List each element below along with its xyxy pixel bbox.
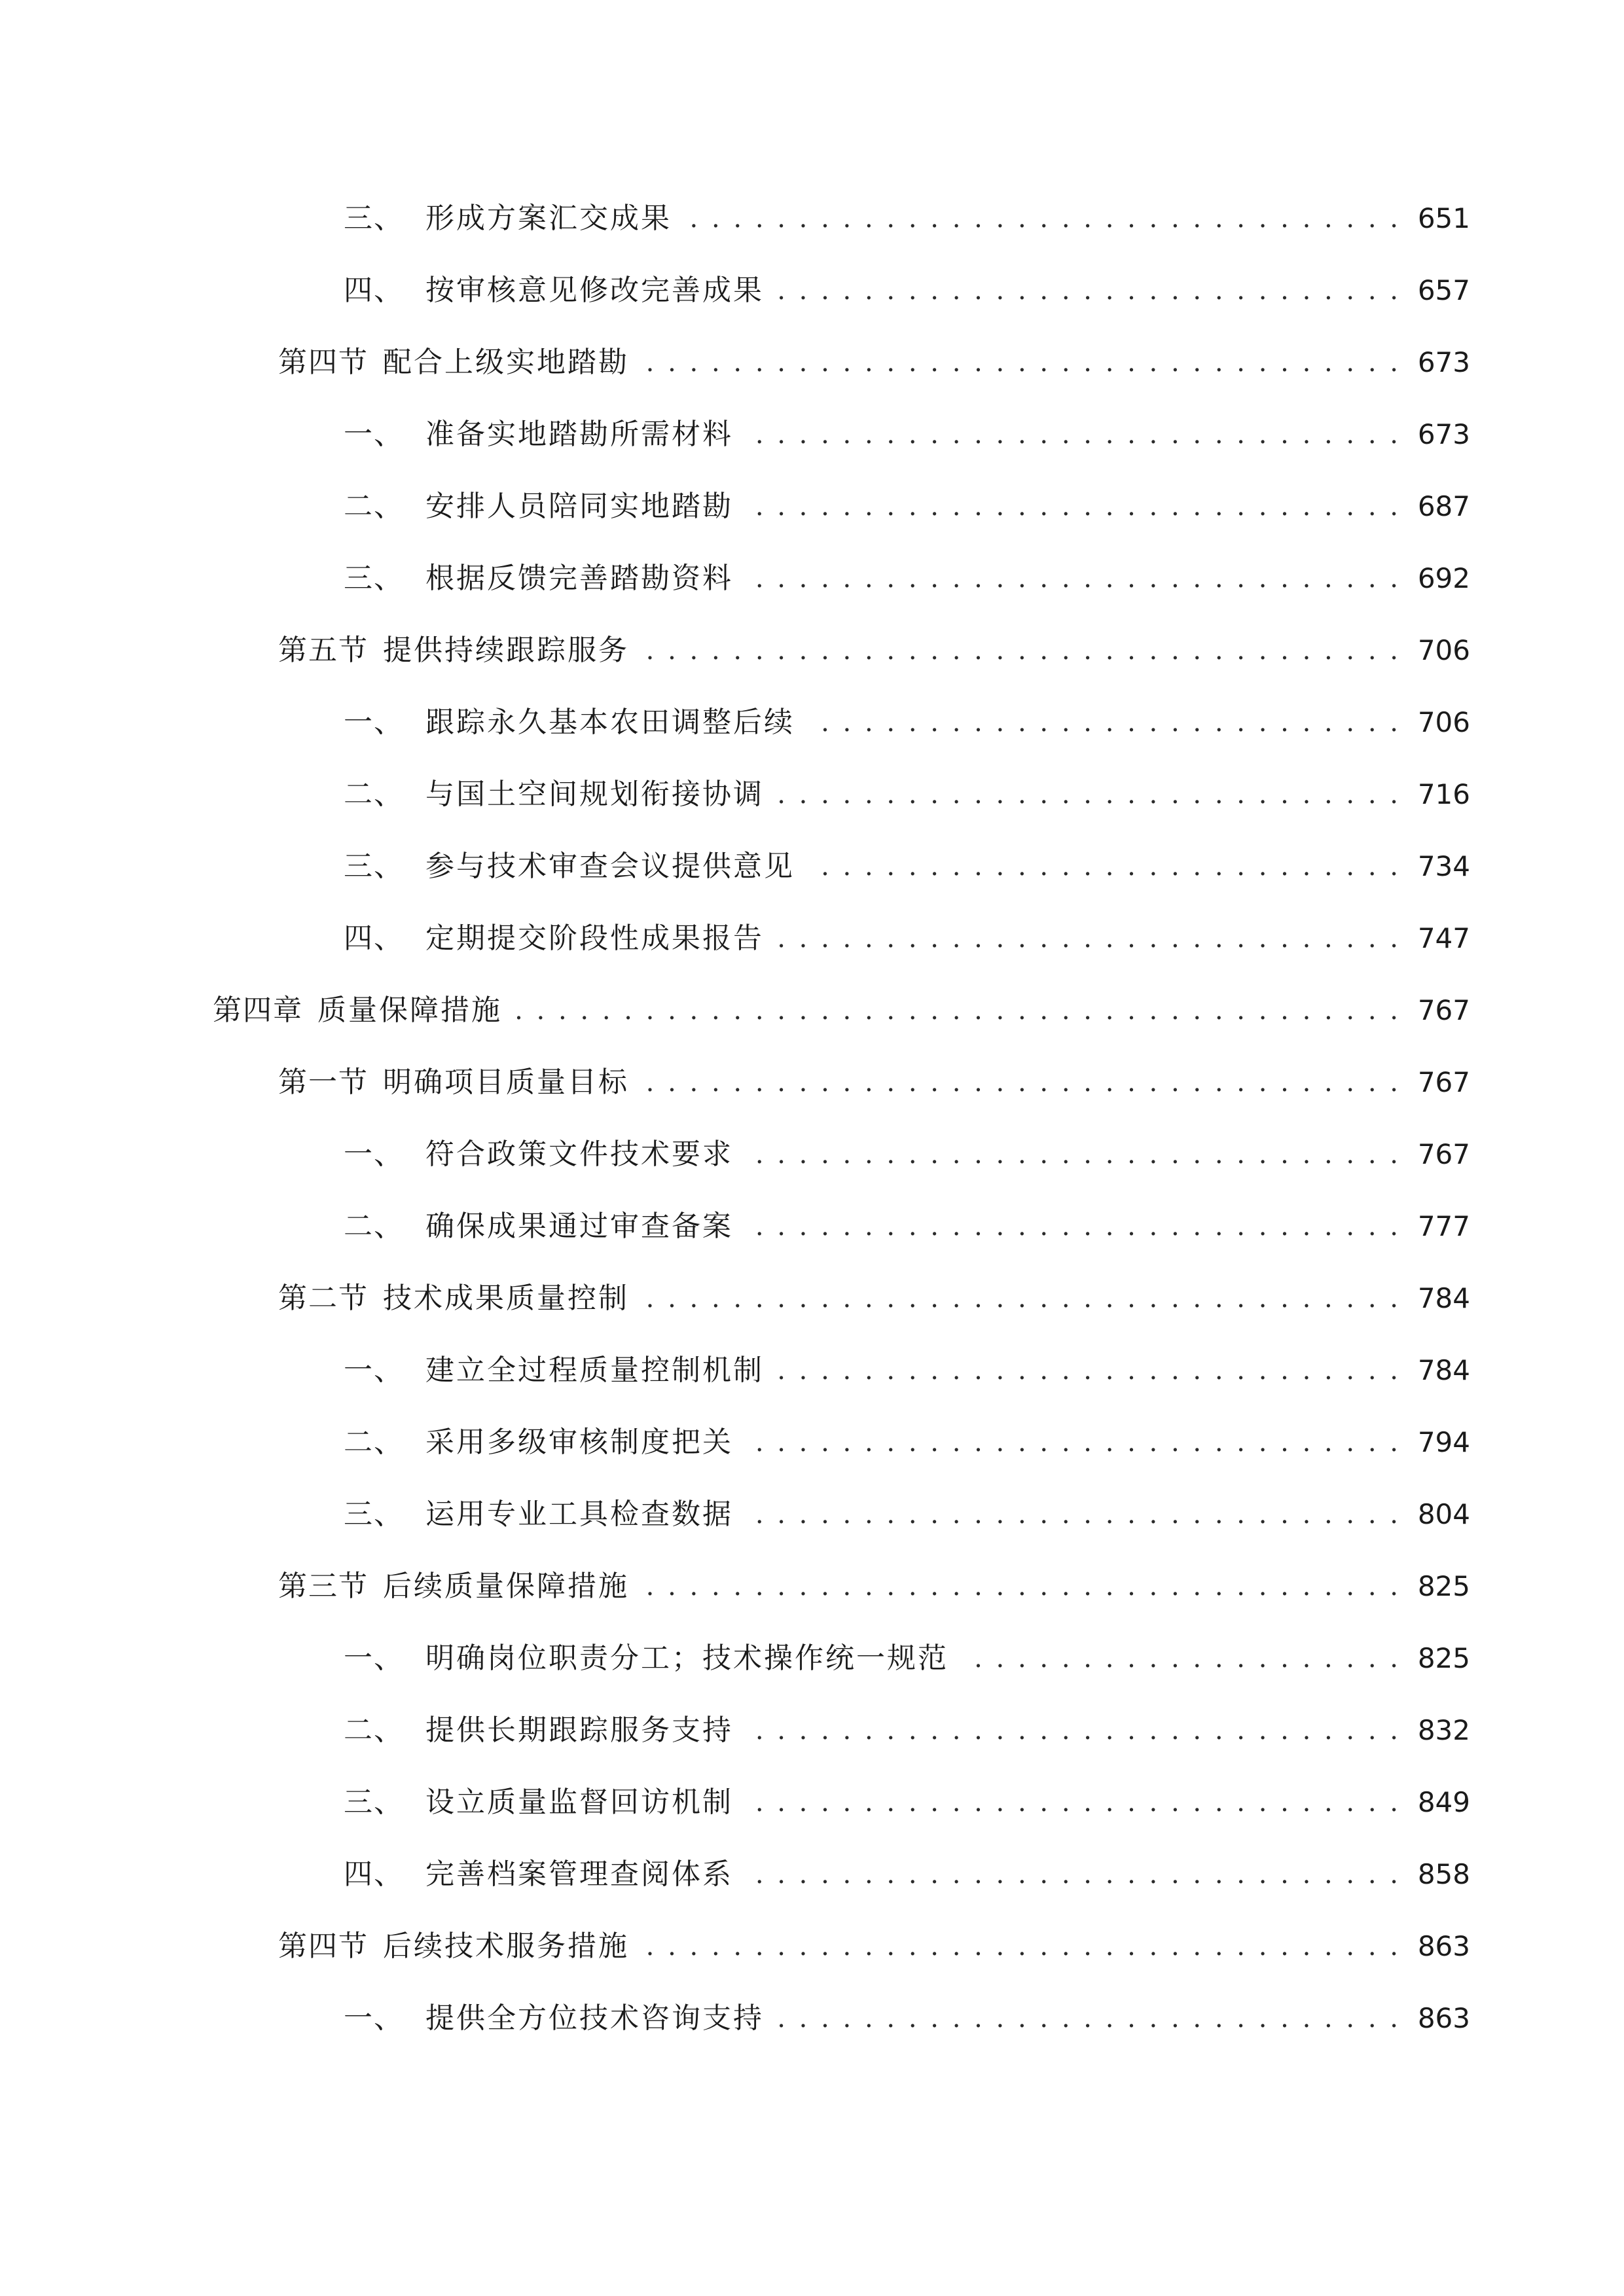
toc-entry-number: 二、 (344, 778, 404, 811)
toc-entry-number: 三、 (344, 562, 404, 595)
toc-entry-number: 一、 (344, 1354, 404, 1387)
toc-entry-title: 参与技术审查会议提供意见 (425, 850, 795, 883)
toc-entry-number: 第一节 (278, 1066, 369, 1099)
toc-entry-title: 提供全方位技术咨询支持 (425, 2001, 764, 2035)
toc-entry-title: 提供持续跟踪服务 (383, 634, 629, 667)
toc-entry-item[interactable] (344, 1632, 1470, 1685)
toc-dot-leader (776, 1344, 1401, 1397)
toc-page-number: 784 (1417, 1282, 1470, 1314)
toc-entry-title: 根据反馈完善踏勘资料 (425, 562, 733, 595)
toc-page-number: 777 (1417, 1210, 1470, 1242)
toc-entry-number: 第四章 (213, 994, 303, 1027)
toc-page-number: 863 (1417, 1930, 1470, 1962)
toc-entry-item[interactable] (344, 696, 1470, 749)
toc-dot-leader (745, 1416, 1401, 1469)
toc-entry-number: 四、 (344, 274, 404, 307)
toc-entry-title: 明确岗位职责分工；技术操作统一规范 (425, 1641, 948, 1675)
toc-entry-title: 完善档案管理查阅体系 (425, 1857, 733, 1891)
toc-page-number: 692 (1417, 562, 1470, 594)
toc-entry-title: 建立全过程质量控制机制 (425, 1354, 764, 1387)
toc-entry-title: 配合上级实地踏勘 (383, 346, 629, 379)
toc-dot-leader (745, 1776, 1401, 1829)
toc-entry-item[interactable] (344, 1344, 1470, 1397)
toc-entry-title: 按审核意见修改完善成果 (425, 274, 764, 307)
toc-entry-number: 一、 (344, 1138, 404, 1171)
toc-entry-section[interactable] (278, 336, 1470, 389)
toc-entry-item[interactable] (344, 1200, 1470, 1253)
toc-page-number: 687 (1417, 490, 1470, 522)
toc-entry-number: 一、 (344, 706, 404, 739)
toc-entry-number: 第二节 (278, 1282, 369, 1315)
toc-page-number: 825 (1417, 1570, 1470, 1602)
toc-entry-title: 定期提交阶段性成果报告 (425, 922, 764, 955)
toc-dot-leader (745, 1848, 1401, 1901)
toc-entry-item[interactable] (344, 264, 1470, 317)
toc-dot-leader (641, 336, 1401, 389)
toc-entry-title: 确保成果通过审查备案 (425, 1210, 733, 1243)
toc-entry-number: 三、 (344, 1498, 404, 1531)
toc-page-number: 784 (1417, 1354, 1470, 1386)
toc-dot-leader (806, 840, 1401, 893)
toc-entry-title: 准备实地踏勘所需材料 (425, 418, 733, 451)
toc-page-number: 706 (1417, 706, 1470, 738)
toc-entry-section[interactable] (278, 1272, 1470, 1325)
toc-dot-leader (806, 696, 1401, 749)
toc-entry-number: 二、 (344, 1210, 404, 1243)
toc-entry-title: 后续质量保障措施 (383, 1570, 629, 1603)
toc-entry-item[interactable] (344, 912, 1470, 965)
toc-page-number: 794 (1417, 1426, 1470, 1458)
toc-entry-section[interactable] (278, 1920, 1470, 1973)
toc-entry-item[interactable] (344, 552, 1470, 605)
toc-entry-number: 第三节 (278, 1570, 369, 1603)
toc-entry-item[interactable] (344, 840, 1470, 893)
toc-dot-leader (641, 1920, 1401, 1973)
toc-page-number: 767 (1417, 994, 1470, 1026)
toc-dot-leader (745, 552, 1401, 605)
toc-dot-leader (641, 624, 1401, 677)
toc-entry-number: 第五节 (278, 634, 369, 667)
toc-page-number: 706 (1417, 634, 1470, 666)
toc-entry-chapter[interactable] (213, 984, 1470, 1037)
toc-page-number: 651 (1417, 202, 1470, 234)
toc-page-number: 747 (1417, 922, 1470, 954)
toc-entry-number: 第四节 (278, 1929, 369, 1963)
toc-entry-title: 跟踪永久基本农田调整后续 (425, 706, 795, 739)
toc-entry-title: 提供长期跟踪服务支持 (425, 1713, 733, 1747)
toc-entry-title: 后续技术服务措施 (383, 1929, 629, 1963)
toc-entry-item[interactable] (344, 408, 1470, 461)
toc-dot-leader (745, 1128, 1401, 1181)
toc-page-number: 832 (1417, 1714, 1470, 1746)
toc-page-number: 858 (1417, 1858, 1470, 1890)
toc-entry-item[interactable] (344, 192, 1470, 245)
toc-entry-title: 安排人员陪同实地踏勘 (425, 490, 733, 523)
toc-entry-number: 一、 (344, 1641, 404, 1675)
toc-page-number: 657 (1417, 274, 1470, 306)
toc-entry-title: 运用专业工具检查数据 (425, 1498, 733, 1531)
toc-page-number: 673 (1417, 346, 1470, 378)
toc-page-number: 849 (1417, 1786, 1470, 1818)
toc-entry-item[interactable] (344, 480, 1470, 533)
toc-page-number: 716 (1417, 778, 1470, 810)
toc-dot-leader (776, 264, 1401, 317)
toc-page-number: 673 (1417, 418, 1470, 450)
toc-entry-item[interactable] (344, 1992, 1470, 2045)
toc-entry-title: 采用多级审核制度把关 (425, 1426, 733, 1459)
toc-page-number: 863 (1417, 2002, 1470, 2034)
toc-dot-leader (960, 1632, 1401, 1685)
toc-dot-leader (745, 480, 1401, 533)
toc-dot-leader (776, 768, 1401, 821)
toc-entry-number: 一、 (344, 418, 404, 451)
toc-entry-section[interactable] (278, 1056, 1470, 1109)
toc-dot-leader (514, 984, 1401, 1037)
toc-entry-item[interactable] (344, 1776, 1470, 1829)
toc-dot-leader (641, 1056, 1401, 1109)
toc-entry-title: 质量保障措施 (317, 994, 502, 1027)
toc-dot-leader (683, 192, 1401, 245)
toc-entry-number: 第四节 (278, 346, 369, 379)
toc-page-number: 767 (1417, 1138, 1470, 1170)
toc-page-number: 825 (1417, 1642, 1470, 1674)
toc-entry-item[interactable] (344, 1128, 1470, 1181)
toc-dot-leader (745, 1200, 1401, 1253)
toc-entry-title: 设立质量监督回访机制 (425, 1785, 733, 1819)
toc-entry-section[interactable] (278, 1560, 1470, 1613)
toc-entry-item[interactable] (344, 1488, 1470, 1541)
toc-dot-leader (776, 1992, 1401, 2045)
toc-dot-leader (641, 1272, 1401, 1325)
toc-dot-leader (745, 1704, 1401, 1757)
toc-entry-number: 二、 (344, 490, 404, 523)
toc-entry-item[interactable] (344, 1704, 1470, 1757)
toc-dot-leader (745, 1488, 1401, 1541)
toc-page-number: 767 (1417, 1066, 1470, 1098)
toc-dot-leader (745, 408, 1401, 461)
toc-entry-title: 明确项目质量目标 (383, 1066, 629, 1099)
toc-entry-item[interactable] (344, 1848, 1470, 1901)
toc-entry-title: 与国土空间规划衔接协调 (425, 778, 764, 811)
toc-entry-title: 符合政策文件技术要求 (425, 1138, 733, 1171)
toc-entry-number: 二、 (344, 1426, 404, 1459)
toc-entry-number: 三、 (344, 1785, 404, 1819)
toc-entry-title: 技术成果质量控制 (383, 1282, 629, 1315)
toc-page-number: 734 (1417, 850, 1470, 882)
toc-page-number: 804 (1417, 1498, 1470, 1530)
toc-entry-title: 形成方案汇交成果 (425, 202, 672, 235)
toc-entry-item[interactable] (344, 768, 1470, 821)
toc-entry-number: 三、 (344, 850, 404, 883)
toc-entry-item[interactable] (344, 1416, 1470, 1469)
toc-entry-number: 三、 (344, 202, 404, 235)
toc-dot-leader (776, 912, 1401, 965)
toc-entry-number: 四、 (344, 1857, 404, 1891)
toc-entry-number: 一、 (344, 2001, 404, 2035)
toc-entry-number: 二、 (344, 1713, 404, 1747)
toc-entry-number: 四、 (344, 922, 404, 955)
toc-dot-leader (641, 1560, 1401, 1613)
toc-entry-section[interactable] (278, 624, 1470, 677)
